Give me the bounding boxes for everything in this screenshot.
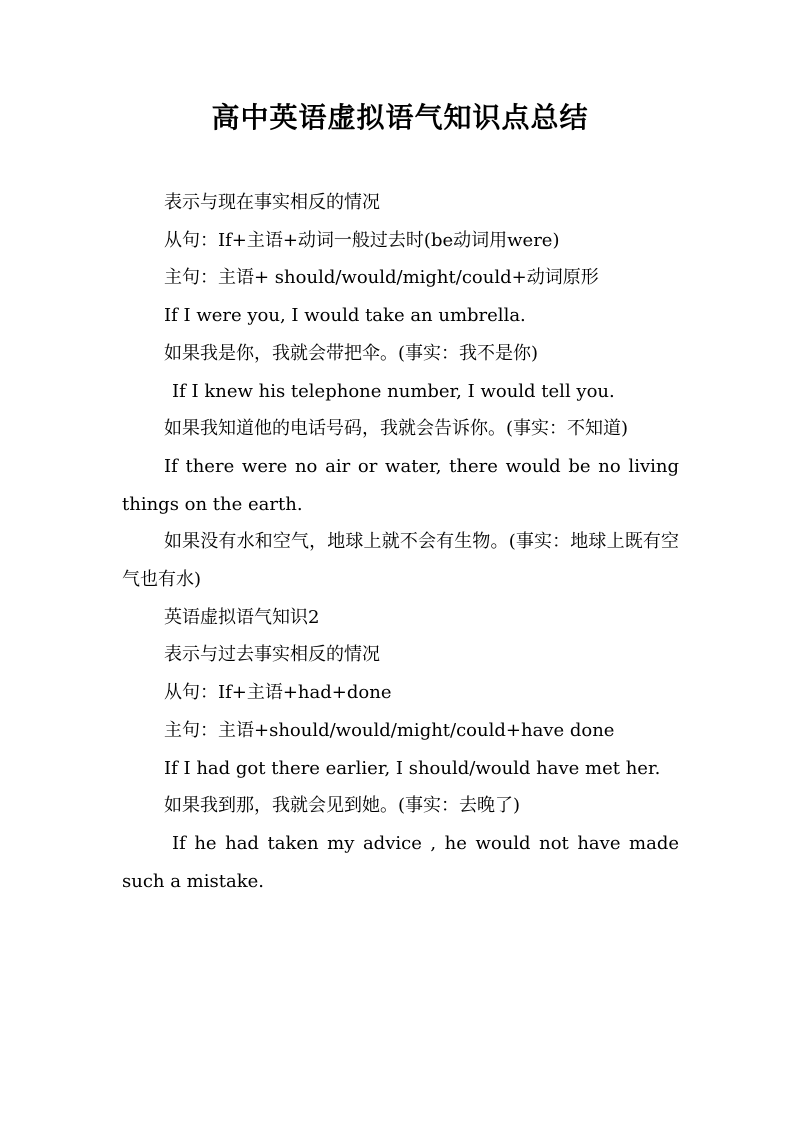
paragraph: 主句：主语+should/would/might/could+have done: [164, 719, 615, 741]
paragraph: 表示与过去事实相反的情况: [164, 644, 380, 666]
paragraph: 如果我到那，我就会见到她。(事实：去晚了): [164, 795, 521, 817]
paragraph: 主句：主语+ should/would/might/could+动词原形: [164, 267, 599, 289]
paragraph: 英语虚拟语气知识2: [164, 606, 320, 628]
paragraph: 从句：If+主语+动词一般过去时(be动词用were): [164, 229, 560, 251]
paragraph: 如果我知道他的电话号码，我就会告诉你。(事实：不知道): [164, 418, 629, 440]
paragraph: 如果我是你，我就会带把伞。(事实：我不是你): [164, 342, 539, 364]
paragraph: If I had got there earlier, I should/would have met her.: [164, 757, 661, 779]
paragraph: If he had taken my advice , he would not have made such a mistake.: [122, 832, 679, 892]
document-body: [122, 184, 679, 900]
document-title: 高中英语虚拟语气知识点总结: [211, 101, 589, 134]
paragraph: 表示与现在事实相反的情况: [164, 192, 380, 213]
paragraph: If I knew his telephone number, I would tell you.: [172, 380, 615, 402]
paragraph: 从句：If+主语+had+done: [164, 682, 392, 704]
paragraph: If I were you, I would take an umbrella.: [164, 305, 526, 327]
paragraph: 如果没有水和空气，地球上就不会有生物。(事实：地球上既有空气也有水): [122, 531, 679, 591]
paragraph: If there were no air or water, there would be no living things on the earth.: [122, 455, 679, 515]
